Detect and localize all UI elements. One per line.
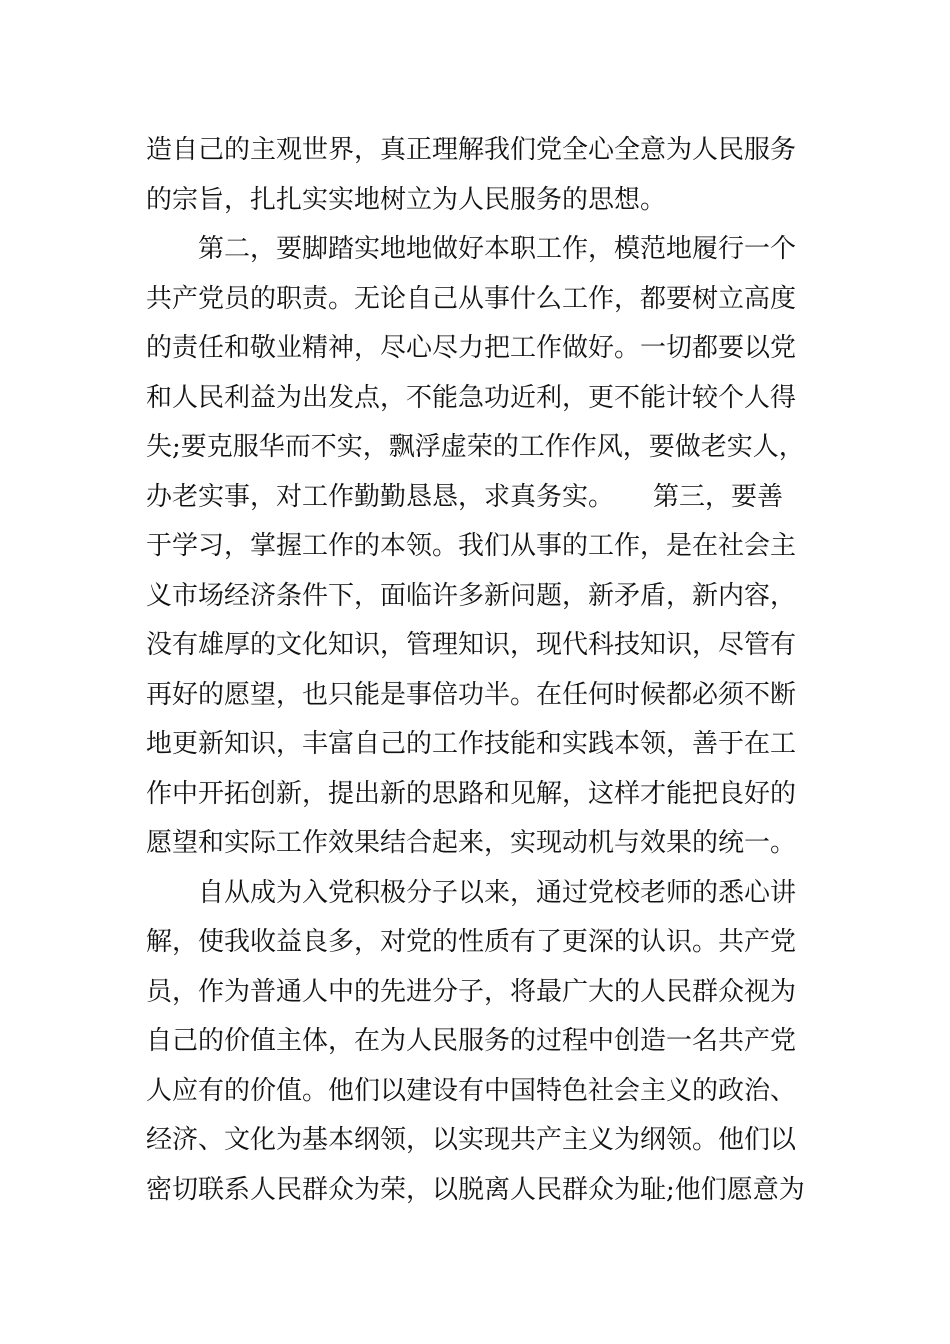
text-line: 员，作为普通人中的先进分子，将最广大的人民群众视为: [146, 976, 797, 1007]
text-line: 第二，要脚踏实地地做好本职工作，模范地履行一个: [146, 234, 797, 264]
text-line: 作中开拓创新，提出新的思路和见解，这样才能把良好的: [146, 778, 797, 809]
text-line: 失;要克服华而不实，飘浮虚荣的工作作风，要做老实人，: [146, 432, 805, 462]
text-line: 共产党员的职责。无论自己从事什么工作，都要树立高度: [146, 283, 797, 314]
document-body: [146, 126, 806, 1215]
text-line: 愿望和实际工作效果结合起来，实现动机与效果的统一。: [146, 828, 797, 858]
text-line: 和人民利益为出发点，不能急功近利，更不能计较个人得: [146, 382, 797, 413]
text-line: 经济、文化为基本纲领，以实现共产主义为纲领。他们以: [146, 1125, 797, 1155]
text-line: 的宗旨，扎扎实实地树立为人民服务的思想。: [146, 184, 667, 215]
text-line: 义市场经济条件下，面临许多新问题，新矛盾，新内容，: [146, 580, 797, 611]
text-line: 地更新知识，丰富自己的工作技能和实践本领，善于在工: [146, 729, 797, 759]
text-line: 密切联系人民群众为荣，以脱离人民群众为耻;他们愿意为: [146, 1174, 805, 1205]
text-line: 自从成为入党积极分子以来，通过党校老师的悉心讲: [146, 877, 797, 908]
text-line: 办老实事，对工作勤勤恳恳，求真务实。 第三，要善: [146, 481, 784, 512]
text-line: 解，使我收益良多，对党的性质有了更深的认识。共产党: [146, 927, 797, 957]
text-line: 再好的愿望，也只能是事倍功半。在任何时候都必须不断: [146, 679, 797, 710]
text-line: 自己的价值主体，在为人民服务的过程中创造一名共产党: [146, 1026, 797, 1056]
text-line: 于学习，掌握工作的本领。我们从事的工作，是在社会主: [146, 531, 797, 561]
text-line: 没有雄厚的文化知识，管理知识，现代科技知识，尽管有: [146, 630, 797, 660]
text-line: 造自己的主观世界，真正理解我们党全心全意为人民服务: [146, 135, 797, 165]
text-line: 的责任和敬业精神，尽心尽力把工作做好。一切都要以党: [146, 333, 797, 363]
text-line: 人应有的价值。他们以建设有中国特色社会主义的政治、: [146, 1075, 797, 1106]
